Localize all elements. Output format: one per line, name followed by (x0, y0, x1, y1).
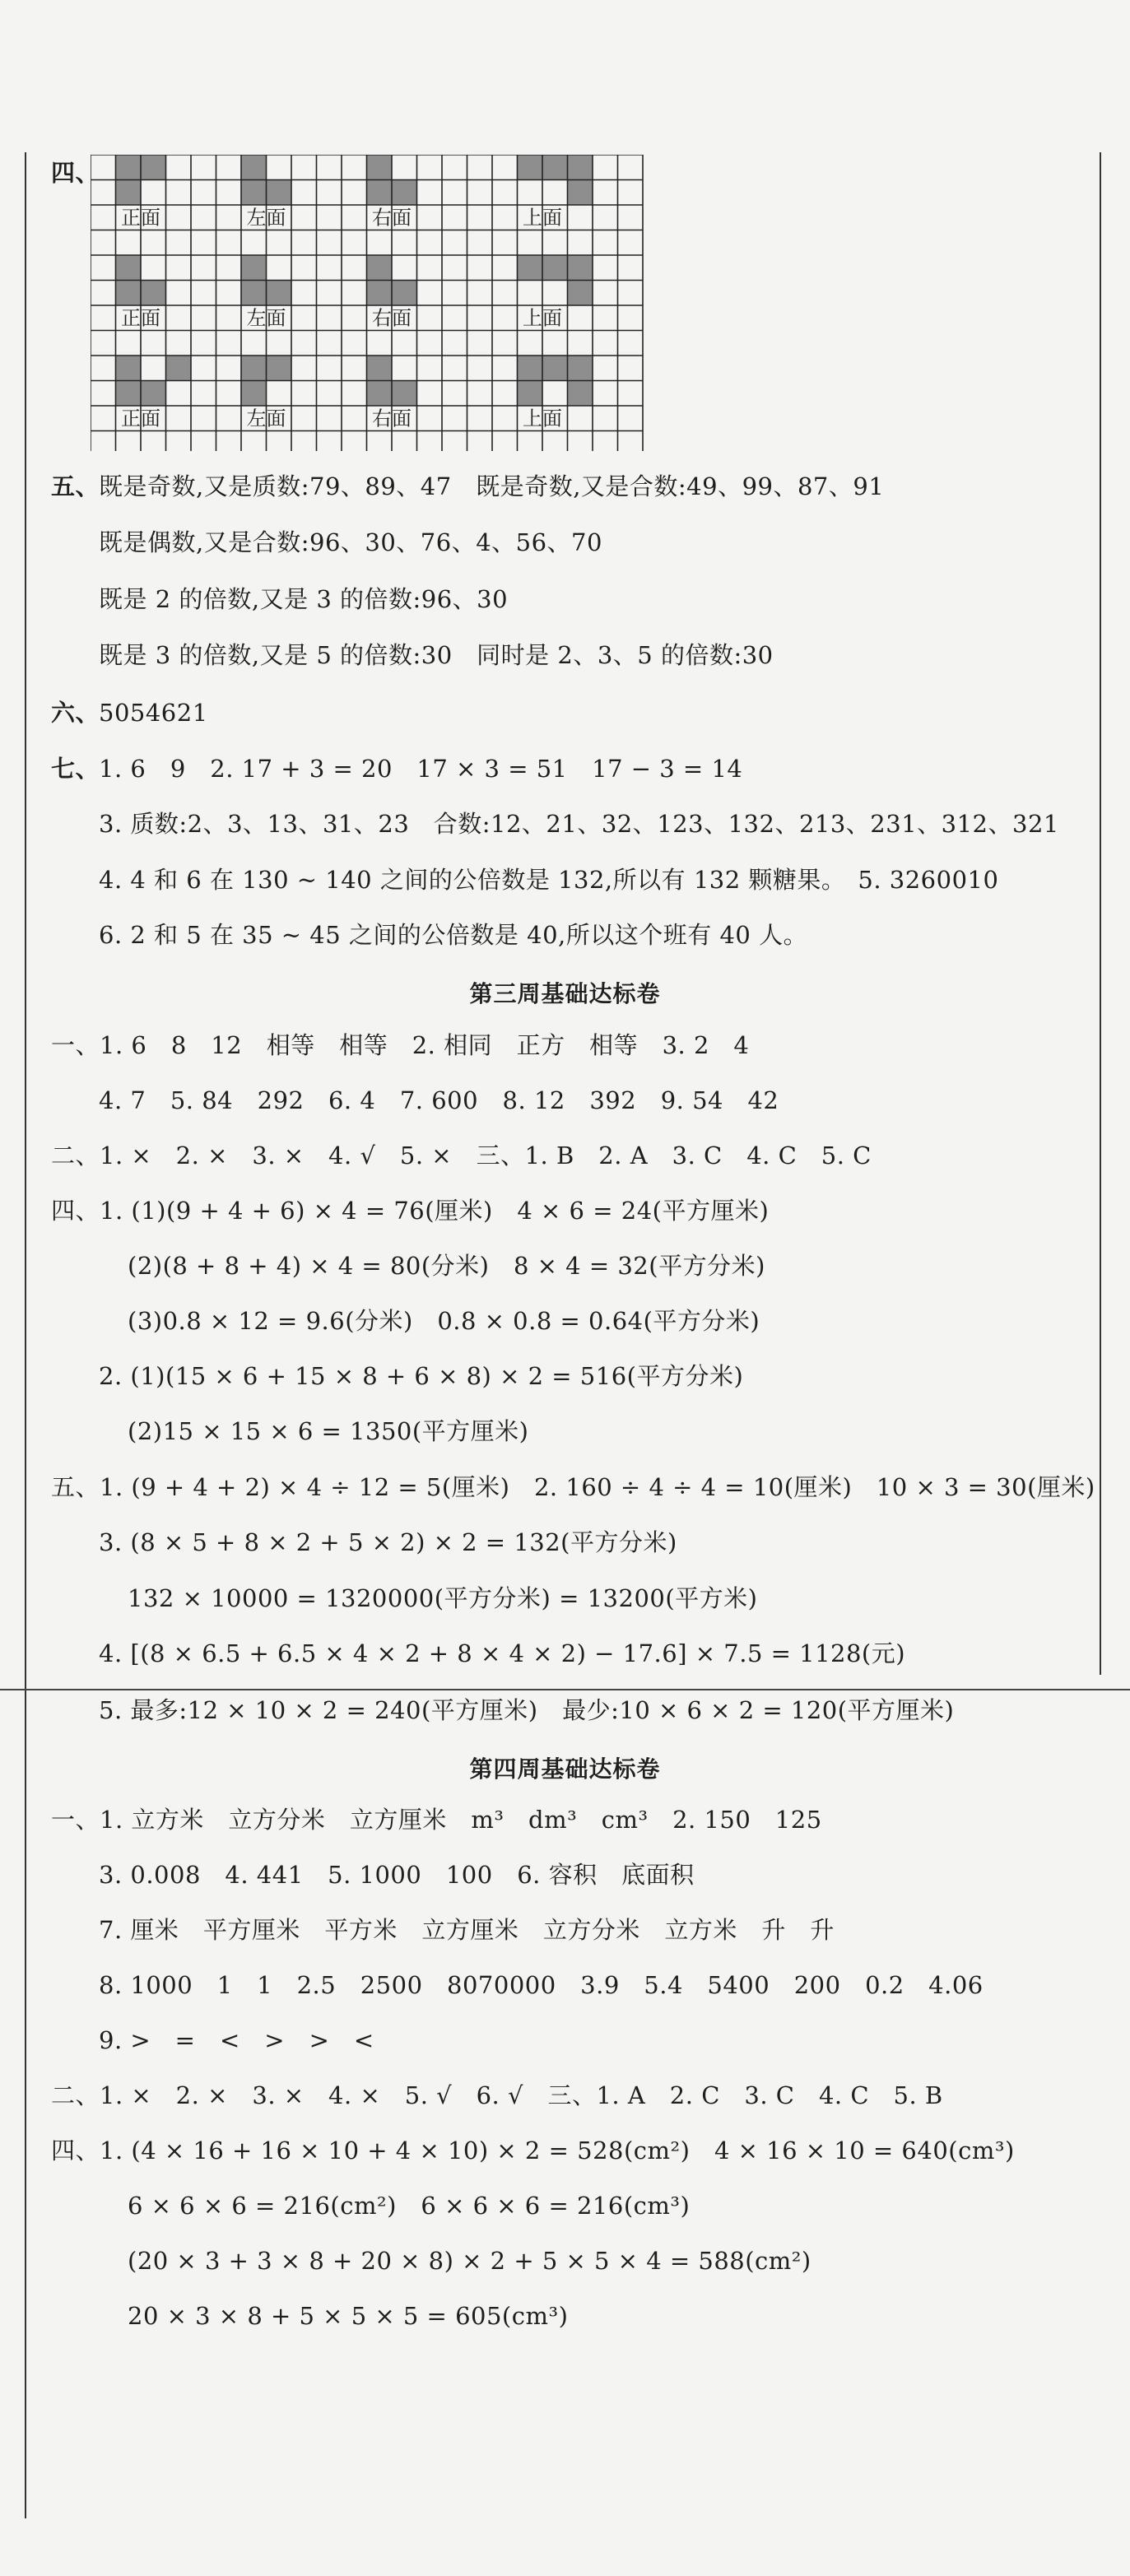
week4-line-2: 3. 0.008 4. 441 5. 1000 100 6. 容积 底面积 (99, 1861, 695, 1889)
week4-line-1: 一、1. 立方米 立方分米 立方厘米 m³ dm³ cm³ 2. 150 125 (51, 1806, 822, 1834)
week4-line-9: (20 × 3 + 3 × 8 + 20 × 8) × 2 + 5 × 5 × 4 = 588(cm²) (128, 2247, 811, 2275)
shaded-cell (267, 356, 292, 381)
shaded-cell (116, 155, 142, 180)
shaded-cell (141, 381, 166, 407)
view-label: 左面 (246, 407, 286, 430)
shaded-cell (518, 381, 543, 407)
shaded-cell (267, 180, 292, 206)
shaded-cell (542, 155, 568, 180)
view-label: 左面 (246, 306, 286, 330)
shaded-cell (116, 381, 142, 407)
shaded-cell (116, 356, 142, 381)
section6-answer: 5054621 (99, 699, 208, 727)
section7-label: 七、 (51, 755, 100, 783)
shaded-cell (367, 281, 393, 306)
shaded-cell (116, 180, 142, 206)
section7-line-2: 3. 质数:2、3、13、31、23 合数:12、21、32、123、132、213、231、312、321 (99, 810, 1059, 838)
view-label: 右面 (372, 407, 412, 430)
week4-title: 第四周基础达标卷 (469, 1755, 661, 1783)
section7-line-3: 4. 4 和 6 在 130 ~ 140 之间的公倍数是 132,所以有 132 颗糖果。 5. 3260010 (99, 866, 999, 894)
shaded-cell (116, 255, 142, 281)
week3-line-10: 3. (8 × 5 + 8 × 2 + 5 × 2) × 2 = 132(平方分米) (99, 1528, 677, 1556)
shaded-cell (568, 381, 593, 407)
shaded-cell (141, 281, 166, 306)
view-label: 上面 (523, 306, 562, 330)
shaded-cell (141, 155, 166, 180)
section5-label: 五、 (51, 472, 100, 500)
section5-line-3: 既是 2 的倍数,又是 3 的倍数:96、30 (99, 585, 509, 613)
section5-line-2: 既是偶数,又是合数:96、30、76、4、56、70 (99, 528, 602, 556)
shaded-cell (568, 180, 593, 206)
shaded-cell (518, 255, 543, 281)
shaded-cell (518, 155, 543, 180)
right-margin-line (1100, 152, 1101, 1675)
shaded-cell (568, 356, 593, 381)
view-label: 正面 (121, 206, 160, 230)
week3-line-3: 二、1. × 2. × 3. × 4. √ 5. × 三、1. B 2. A 3. C 4. C 5. C (51, 1142, 872, 1169)
view-label: 右面 (372, 206, 412, 230)
shaded-cell (241, 155, 267, 180)
week4-line-6: 二、1. × 2. × 3. × 4. × 5. √ 6. √ 三、1. A 2. C 3. C 4. C 5. B (51, 2081, 943, 2109)
shaded-cell (367, 255, 393, 281)
shaded-cell (568, 281, 593, 306)
week4-line-8: 6 × 6 × 6 = 216(cm²) 6 × 6 × 6 = 216(cm³) (128, 2192, 691, 2220)
week3-line-1: 一、1. 6 8 12 相等 相等 2. 相同 正方 相等 3. 2 4 (51, 1031, 750, 1059)
shaded-cell (116, 281, 142, 306)
shaded-cell (267, 281, 292, 306)
week3-line-11: 132 × 10000 = 1320000(平方分米) = 13200(平方米) (128, 1584, 758, 1612)
shaded-cell (241, 281, 267, 306)
week3-line-5: (2)(8 + 8 + 4) × 4 = 80(分米) 8 × 4 = 32(平方分米) (128, 1252, 765, 1280)
section5-line-1: 既是奇数,又是质数:79、89、47 既是奇数,又是合数:49、99、87、91 (99, 472, 885, 500)
section6-label: 六、 (51, 699, 100, 727)
shaded-cell (241, 180, 267, 206)
shaded-cell (241, 255, 267, 281)
shaded-cell (542, 356, 568, 381)
shaded-cell (518, 356, 543, 381)
section4-label: 四、 (51, 159, 100, 187)
shaded-cell (392, 381, 417, 407)
view-label: 左面 (246, 206, 286, 230)
week3-title: 第三周基础达标卷 (469, 980, 661, 1007)
page-divider (0, 1689, 1130, 1690)
week3-line-4: 四、1. (1)(9 + 4 + 6) × 4 = 76(厘米) 4 × 6 = 24(平方厘米) (51, 1197, 770, 1225)
section5-line-4: 既是 3 的倍数,又是 5 的倍数:30 同时是 2、3、5 的倍数:30 (99, 641, 774, 669)
view-label: 上面 (523, 206, 562, 230)
week4-line-3: 7. 厘米 平方厘米 平方米 立方厘米 立方分米 立方米 升 升 (99, 1916, 835, 1944)
shaded-cell (166, 356, 192, 381)
shaded-cell (241, 356, 267, 381)
week4-line-10: 20 × 3 × 8 + 5 × 5 × 5 = 605(cm³) (128, 2302, 569, 2330)
view-label: 正面 (121, 306, 160, 330)
shaded-cell (568, 255, 593, 281)
week3-line-8: (2)15 × 15 × 6 = 1350(平方厘米) (128, 1417, 529, 1445)
shaded-cell (542, 255, 568, 281)
view-label: 上面 (523, 407, 562, 430)
left-margin-line (25, 152, 26, 2518)
week3-line-12: 4. [(8 × 6.5 + 6.5 × 4 × 2 + 8 × 4 × 2) − 17.6] × 7.5 = 1128(元) (99, 1639, 906, 1667)
shaded-cell (367, 180, 393, 206)
shaded-cell (367, 356, 393, 381)
week3-line-7: 2. (1)(15 × 6 + 15 × 8 + 6 × 8) × 2 = 516(平方分米) (99, 1362, 744, 1390)
week4-line-7: 四、1. (4 × 16 + 16 × 10 + 4 × 10) × 2 = 528(cm²) 4 × 16 × 10 = 640(cm³) (51, 2137, 1015, 2164)
shaded-cell (392, 281, 417, 306)
shaded-cell (568, 155, 593, 180)
week4-line-4: 8. 1000 1 1 2.5 2500 8070000 3.9 5.4 5400 200 0.2 4.06 (99, 1971, 984, 1999)
week3-line-13: 5. 最多:12 × 10 × 2 = 240(平方厘米) 最少:10 × 6 × 2 = 120(平方厘米) (99, 1696, 955, 1724)
shaded-cell (392, 180, 417, 206)
week3-line-9: 五、1. (9 + 4 + 2) × 4 ÷ 12 = 5(厘米) 2. 160 ÷ 4 ÷ 4 = 10(厘米) 10 × 3 = 30(厘米) (51, 1473, 1095, 1501)
section7-line-4: 6. 2 和 5 在 35 ~ 45 之间的公倍数是 40,所以这个班有 40 人。 (99, 921, 808, 949)
week4-line-5: 9. > = < > > < (99, 2026, 374, 2054)
shaded-cell (241, 381, 267, 407)
week3-line-2: 4. 7 5. 84 292 6. 4 7. 600 8. 12 392 9. 54 42 (99, 1086, 779, 1114)
shaded-cell (367, 381, 393, 407)
shaded-cell (367, 155, 393, 180)
views-grid (91, 155, 667, 451)
week3-line-6: (3)0.8 × 12 = 9.6(分米) 0.8 × 0.8 = 0.64(平方分米) (128, 1307, 760, 1335)
view-label: 正面 (121, 407, 160, 430)
section7-line-1: 1. 6 9 2. 17 + 3 = 20 17 × 3 = 51 17 − 3 = 14 (99, 755, 743, 783)
view-label: 右面 (372, 306, 412, 330)
